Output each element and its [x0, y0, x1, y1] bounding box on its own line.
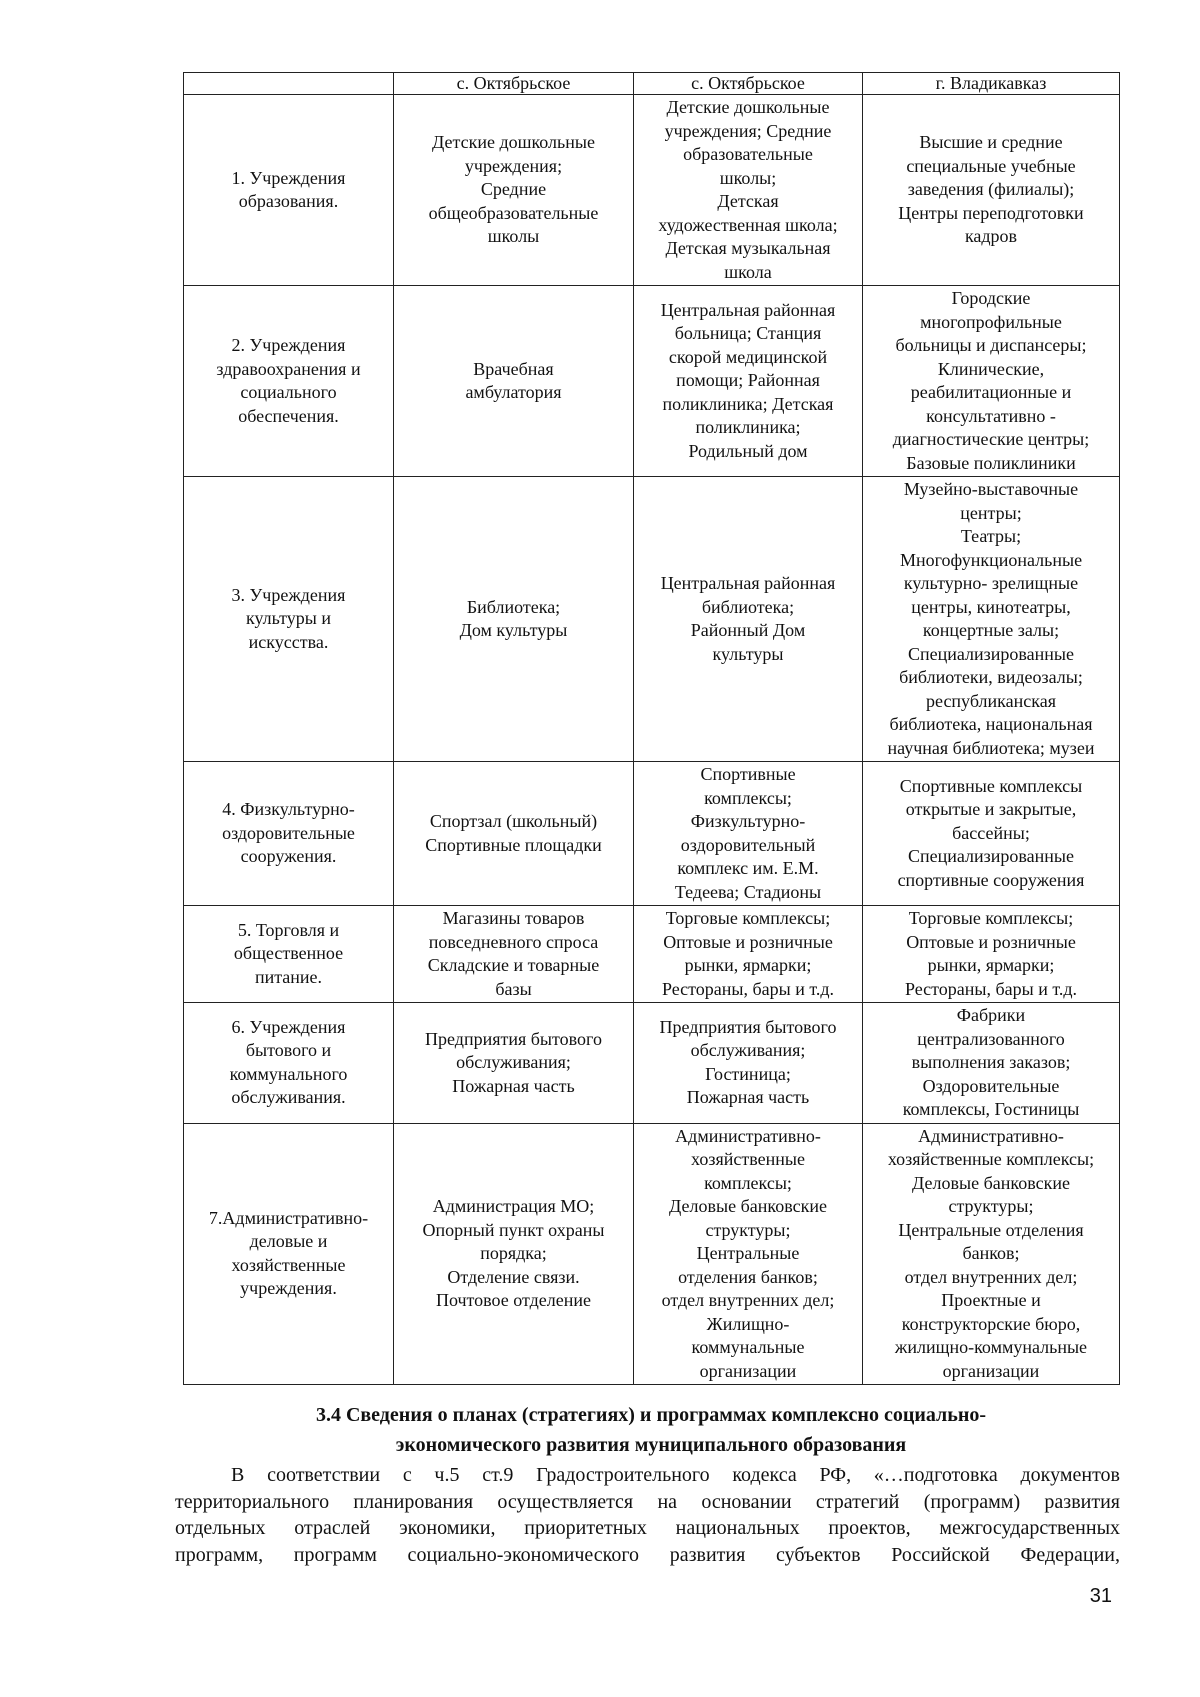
- cell-text-line: Рестораны, бары и т.д.: [661, 978, 835, 999]
- cell-text-line: рынки, ярмарки;: [927, 955, 1055, 975]
- cell-text-line: образования.: [238, 191, 339, 211]
- row-col3-cell: [863, 762, 1120, 906]
- cell-text-line: коммунального: [229, 1063, 348, 1084]
- cell-text-line: Базовые поликлиники: [906, 452, 1076, 473]
- cell-text-line: Детские дошкольные: [666, 97, 830, 117]
- cell-text-line: конструкторские бюро,: [901, 1313, 1081, 1334]
- cell-text-line: хозяйственные комплексы;: [887, 1149, 1095, 1169]
- table-row: [184, 477, 1120, 762]
- cell-text-line: бассейны;: [952, 822, 1030, 843]
- cell-text-line: больница; Станция: [674, 323, 822, 344]
- cell-text-line: комплексы, Гостиницы: [902, 1099, 1080, 1119]
- cell-text-line: повседневного спроса: [428, 931, 599, 952]
- cell-text-line: 7.Административно-: [208, 1207, 369, 1228]
- table-row: [184, 1003, 1120, 1124]
- cell-text-line: 6. Учреждения: [231, 1016, 346, 1037]
- cell-text-line: Административно-: [918, 1125, 1064, 1146]
- cell-text-line: Центральная районная: [660, 573, 836, 593]
- cell-text-line: отдел внутренних дел;: [904, 1266, 1078, 1287]
- paragraph-line: территориального планирования осуществляется на основании стратегий (программ) развития: [175, 1490, 1120, 1513]
- cell-text-line: 1. Учреждения: [231, 167, 346, 188]
- cell-text-line: питание.: [254, 966, 323, 987]
- cell-text-line: Гостиница;: [705, 1063, 791, 1084]
- table-row: [184, 1123, 1120, 1385]
- header-cell-category: [184, 73, 394, 95]
- row-col2-cell: [634, 477, 863, 762]
- cell-text-line: реабилитационные и: [910, 382, 1072, 402]
- cell-text-line: комплексы;: [704, 787, 792, 808]
- cell-text-line: культуры и: [245, 608, 332, 629]
- cell-text-line: порядка;: [480, 1243, 547, 1263]
- cell-text-line: Торговые комплексы;: [665, 908, 831, 928]
- row-col3-cell: [863, 286, 1120, 477]
- row-col1-cell: [394, 906, 634, 1003]
- row-category-cell: [184, 286, 394, 477]
- cell-text-line: рынки, ярмарки;: [684, 955, 812, 975]
- cell-text-line: концертные залы;: [922, 620, 1060, 640]
- cell-text-line: Многофункциональные: [899, 549, 1083, 570]
- cell-text-line: Отделение связи.: [447, 1266, 580, 1287]
- row-col2-cell: [634, 286, 863, 477]
- cell-text-line: республиканская: [926, 690, 1056, 711]
- body-paragraph: [175, 1462, 1120, 1568]
- cell-text-line: Деловые банковские: [669, 1196, 827, 1216]
- row-col2-cell: [634, 906, 863, 1003]
- cell-text-line: Складские и товарные: [427, 955, 600, 975]
- cell-text-line: образовательные: [683, 144, 813, 164]
- cell-text-line: Центральные: [696, 1243, 800, 1263]
- cell-text-line: Спортивные комплексы: [899, 775, 1083, 796]
- cell-text-line: научная библиотека; музеи: [887, 737, 1095, 758]
- cell-text-line: Театры;: [960, 526, 1022, 546]
- cell-text-line: культурно- зрелищные: [903, 573, 1079, 593]
- row-category-cell: [184, 95, 394, 286]
- cell-text-line: выполнения заказов;: [911, 1052, 1071, 1072]
- cell-text-line: открытые и закрытые,: [905, 799, 1077, 820]
- cell-text-line: Врачебная: [473, 358, 554, 379]
- cell-text-line: Тедеева; Стадионы: [674, 881, 822, 902]
- cell-text-line: учреждения.: [240, 1278, 337, 1299]
- cell-text-line: школы;: [719, 167, 777, 188]
- cell-text-line: культуры: [712, 643, 784, 664]
- row-category-cell: [184, 1003, 394, 1124]
- row-category-cell: [184, 762, 394, 906]
- cell-text-line: диагностические центры;: [892, 429, 1090, 449]
- cell-text-line: экономического развития муниципального образования: [395, 1434, 907, 1456]
- cell-text-line: бытового и: [245, 1040, 332, 1061]
- cell-text-line: общеобразовательные: [428, 202, 599, 223]
- cell-text-line: 3.4 Сведения о планах (стратегиях) и программах комплексно социально-: [315, 1404, 987, 1426]
- cell-text-line: Средние: [480, 179, 547, 200]
- cell-text-line: амбулатория: [465, 382, 562, 402]
- cell-text-line: Высшие и средние: [919, 132, 1063, 153]
- cell-text-line: кадров: [964, 226, 1018, 247]
- row-col3-cell: [863, 95, 1120, 286]
- row-col1-cell: [394, 477, 634, 762]
- row-col1-cell: [394, 1003, 634, 1124]
- cell-text-line: 4. Физкультурно-: [222, 799, 355, 820]
- cell-text-line: организации: [942, 1360, 1040, 1381]
- cell-text-line: обслуживания.: [231, 1087, 346, 1108]
- cell-text-line: базы: [495, 978, 532, 999]
- cell-text-line: Предприятия бытового: [425, 1028, 602, 1049]
- cell-text-line: Жилищно-: [706, 1313, 790, 1334]
- cell-text-line: Родильный дом: [688, 440, 808, 461]
- cell-text-line: центры;: [960, 502, 1022, 523]
- cell-text-line: заведения (филиалы);: [907, 179, 1075, 200]
- cell-text-line: 5. Торговля и: [237, 919, 340, 940]
- cell-text-line: коммунальные: [691, 1337, 805, 1357]
- table-row: [184, 906, 1120, 1003]
- cell-text-line: Специализированные: [908, 846, 1074, 867]
- row-col2-cell: [634, 762, 863, 906]
- cell-text-line: структуры;: [948, 1196, 1034, 1216]
- cell-text-line: библиотеки, видеозалы;: [899, 667, 1083, 687]
- cell-text-line: Библиотека;: [466, 596, 561, 617]
- row-category-cell: [184, 906, 394, 1003]
- cell-text-line: здравоохранения и: [216, 358, 361, 379]
- cell-text-line: Оздоровительные: [922, 1075, 1060, 1096]
- cell-text-line: Опорный пункт охраны: [422, 1219, 605, 1240]
- cell-text-line: Районный Дом: [690, 620, 806, 640]
- row-col1-cell: [394, 1123, 634, 1385]
- cell-text-line: поликлиника; Детская: [662, 393, 834, 414]
- cell-text-line: Дом культуры: [459, 620, 568, 640]
- paragraph-line: отдельных отраслей экономики, приоритетных национальных проектов, межгосударственных: [175, 1517, 1120, 1539]
- cell-text-line: Специализированные: [908, 643, 1074, 664]
- cell-text-line: Оптовые и розничные: [663, 931, 833, 952]
- cell-text-line: консультативно -: [926, 405, 1056, 426]
- cell-text-line: оздоровительный: [680, 834, 816, 855]
- cell-text-line: центры, кинотеатры,: [911, 596, 1071, 617]
- cell-text-line: деловые и: [249, 1231, 328, 1252]
- paragraph-line: В соответствии с ч.5 ст.9 Градостроительного кодекса РФ, «…подготовка документов: [231, 1464, 1120, 1486]
- cell-text-line: Детская музыкальная: [665, 238, 831, 258]
- cell-text-line: скорой медицинской: [668, 346, 828, 367]
- header-cell-col1: с. Октябрьское: [394, 73, 634, 95]
- row-col3-cell: [863, 1123, 1120, 1385]
- cell-text-line: Деловые банковские: [912, 1172, 1070, 1193]
- cell-text-line: Торговые комплексы;: [908, 908, 1074, 928]
- row-col3-cell: [863, 477, 1120, 762]
- row-category-cell: [184, 477, 394, 762]
- cell-text-line: сооружения.: [240, 846, 337, 867]
- row-col3-cell: [863, 906, 1120, 1003]
- cell-text-line: обеспечения.: [238, 405, 339, 426]
- cell-text-line: Спортивные: [700, 764, 796, 784]
- cell-text-line: Детские дошкольные: [432, 132, 595, 153]
- cell-text-line: школы: [487, 226, 540, 247]
- row-col3-cell: [863, 1003, 1120, 1124]
- cell-text-line: отделения банков;: [678, 1266, 818, 1287]
- cell-text-line: Детская: [717, 191, 779, 211]
- row-col2-cell: [634, 1123, 863, 1385]
- row-col1-cell: [394, 762, 634, 906]
- cell-text-line: спортивные сооружения: [897, 869, 1085, 890]
- cell-text-line: многопрофильные: [920, 311, 1062, 332]
- cell-text-line: Рестораны, бары и т.д.: [904, 978, 1078, 999]
- cell-text-line: Клинические,: [937, 358, 1045, 379]
- cell-text-line: помощи; Районная: [676, 370, 820, 391]
- cell-text-line: больницы и диспансеры;: [895, 335, 1087, 355]
- cell-text-line: библиотека;: [701, 596, 795, 617]
- section-heading: [183, 1400, 1119, 1460]
- cell-text-line: обслуживания;: [456, 1052, 571, 1072]
- table-row: [184, 95, 1120, 286]
- table-header-row: [184, 73, 1120, 95]
- cell-text-line: Администрация МО;: [432, 1196, 595, 1216]
- cell-text-line: хозяйственные: [691, 1149, 805, 1169]
- cell-text-line: учреждения; Средние: [664, 120, 832, 141]
- infrastructure-table: [183, 72, 1120, 1385]
- row-col1-cell: [394, 95, 634, 286]
- cell-text-line: Центры переподготовки: [898, 202, 1084, 223]
- paragraph-line: программ, программ социально-экономического развития субъектов Российской Федерации,: [175, 1543, 1120, 1566]
- header-cell-col3: г. Владикавказ: [863, 73, 1120, 95]
- cell-text-line: Проектные и: [941, 1290, 1041, 1310]
- cell-text-line: школа: [724, 261, 772, 282]
- cell-text-line: Пожарная часть: [686, 1087, 810, 1108]
- cell-text-line: Спортзал (школьный): [429, 811, 598, 831]
- cell-text-line: отдел внутренних дел;: [661, 1290, 835, 1310]
- cell-text-line: художественная школа;: [658, 214, 838, 235]
- cell-text-line: обслуживания;: [690, 1040, 806, 1061]
- cell-text-line: комплексы;: [704, 1172, 792, 1193]
- cell-text-line: искусства.: [248, 631, 329, 652]
- cell-text-line: централизованного: [917, 1028, 1065, 1049]
- cell-text-line: 3. Учреждения: [231, 584, 346, 605]
- cell-text-line: оздоровительные: [222, 822, 355, 843]
- cell-text-line: Центральные отделения: [898, 1219, 1084, 1240]
- table-row: [184, 762, 1120, 906]
- cell-text-line: Центральная районная: [660, 299, 836, 320]
- cell-text-line: Почтовое отделение: [435, 1290, 592, 1310]
- header-cell-col2: с. Октябрьское: [634, 73, 863, 95]
- cell-text-line: общественное: [233, 943, 344, 964]
- cell-text-line: Предприятия бытового: [659, 1016, 837, 1037]
- cell-text-line: структуры;: [705, 1219, 791, 1240]
- cell-text-line: комплекс им. Е.М.: [677, 858, 819, 878]
- cell-text-line: жилищно-коммунальные: [894, 1337, 1088, 1357]
- cell-text-line: Физкультурно-: [690, 811, 806, 831]
- cell-text-line: учреждения;: [464, 155, 563, 176]
- cell-text-line: Музейно-выставочные: [903, 479, 1079, 499]
- cell-text-line: организации: [699, 1360, 797, 1381]
- row-col2-cell: [634, 95, 863, 286]
- cell-text-line: поликлиника;: [695, 417, 801, 438]
- cell-text-line: социального: [240, 382, 337, 402]
- row-col1-cell: [394, 286, 634, 477]
- cell-text-line: Оптовые и розничные: [906, 931, 1076, 952]
- cell-text-line: Магазины товаров: [442, 908, 585, 928]
- cell-text-line: Пожарная часть: [452, 1075, 575, 1096]
- cell-text-line: библиотека, национальная: [889, 714, 1093, 734]
- cell-text-line: Спортивные площадки: [425, 834, 602, 855]
- cell-text-line: Городские: [951, 288, 1031, 308]
- cell-text-line: Фабрики: [956, 1005, 1026, 1025]
- table-row: [184, 286, 1120, 477]
- row-category-cell: [184, 1123, 394, 1385]
- cell-text-line: специальные учебные: [906, 155, 1076, 176]
- cell-text-line: банков;: [962, 1243, 1020, 1263]
- cell-text-line: 2. Учреждения: [231, 335, 346, 355]
- cell-text-line: хозяйственные: [231, 1254, 346, 1275]
- row-col2-cell: [634, 1003, 863, 1124]
- cell-text-line: Административно-: [675, 1125, 821, 1146]
- page-number: 31: [1089, 1585, 1112, 1607]
